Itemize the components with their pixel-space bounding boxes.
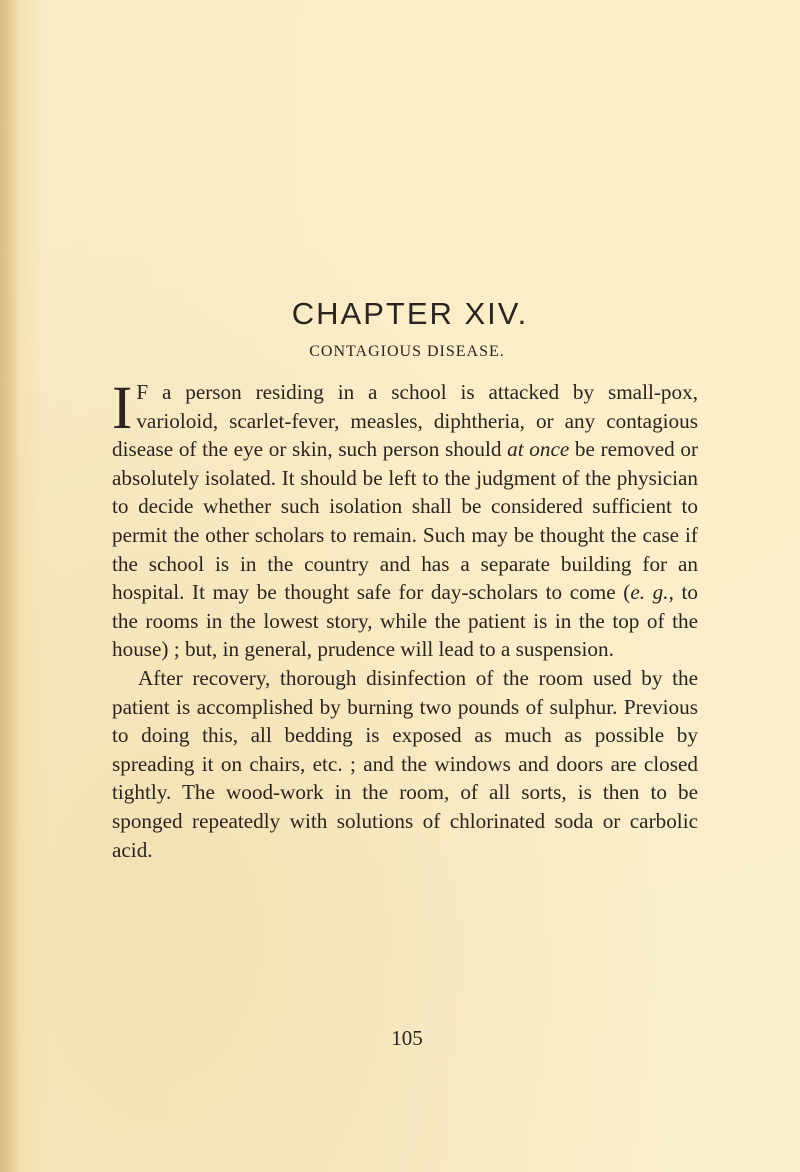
page-edge-shadow: [0, 0, 20, 1172]
paragraph-first-mid: be removed or absolutely isolated. It should be left to the judgment of the physician to decide whether such isolation shall be considered sufficient to permit the other scholars to remain. Such may be thought the case if the school is in the country and has a separate building for an hospital. It may be thought safe for day-scholars to come (: [112, 437, 699, 605]
emphasis-example: e. g.: [630, 580, 669, 605]
body-text: [112, 375, 699, 864]
page-number: 105: [391, 1026, 423, 1050]
emphasis-at-once: at once: [507, 437, 570, 462]
drop-cap: I: [112, 375, 133, 442]
paragraph-first-lead: F a person residing in a school is attacked by small-pox, varioloid, scarlet-fever, measles, diphtheria, or any contagious disease of the eye or skin, such person should: [112, 380, 698, 462]
chapter-title: CHAPTER XIV.: [291, 296, 529, 331]
paragraph-first: [112, 375, 699, 664]
chapter-subtitle: CONTAGIOUS DISEASE.: [309, 343, 505, 360]
paragraph-second: After recovery, thorough disinfection of the room used by the patient is accomplished by burning two pounds of sulphur. Previous to doing this, all bedding is exposed as much as possible by spreading it on chairs, etc. ; and the windows and doors are closed tightly. The wood-work in the room, of all sorts, is then to be sponged repeatedly with solutions of chlorinated soda or carbolic acid.: [112, 665, 698, 862]
paragraph-first-tail: , to the rooms in the lowest story, while the patient is in the top of the house) ; but, in general, prudence will lead to a suspension.: [112, 580, 699, 662]
